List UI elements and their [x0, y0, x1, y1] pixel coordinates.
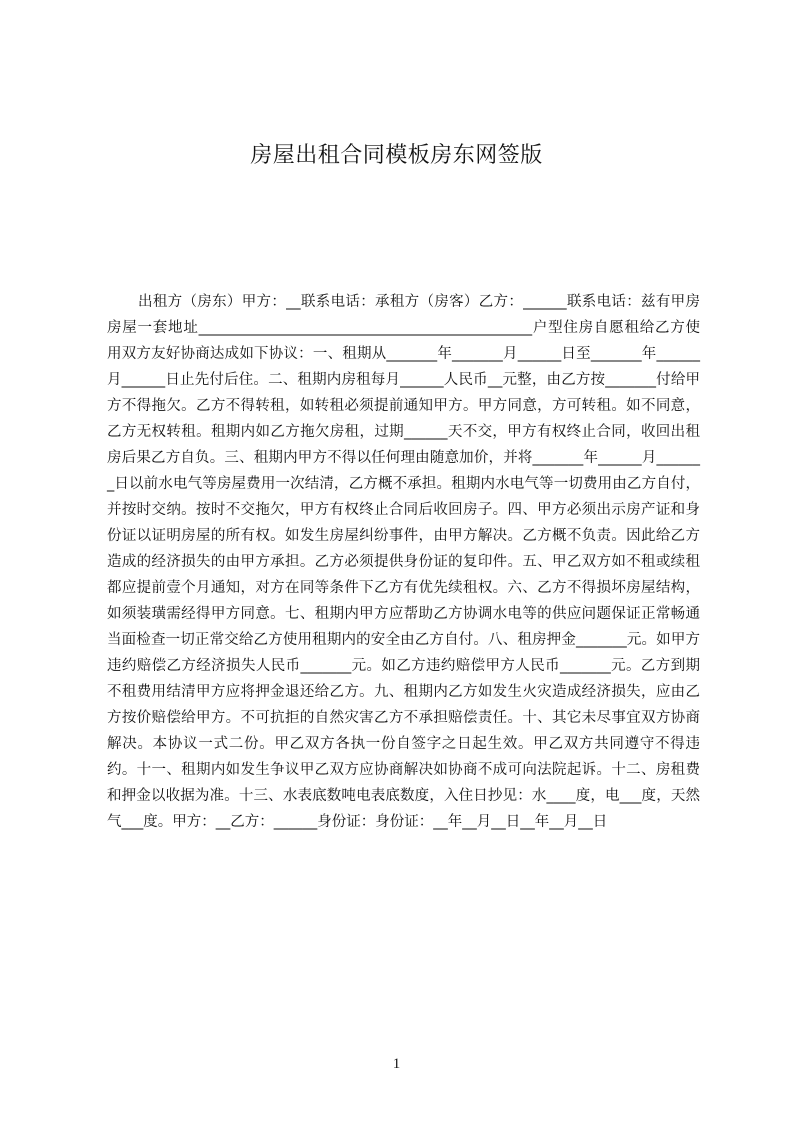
document-title: 房屋出租合同模板房东网签版 [250, 143, 543, 168]
page-number: 1 [392, 1056, 401, 1072]
contract-body: 出租方（房东）甲方：__联系电话：承租方（房客）乙方：______联系电话：兹有甲房房屋一套地址______________________________________________户型住房自愿租给乙方使用双方友好协商达成如下协议：一、租期从_______年_______月______日至_______年______月______日止先付后住。二、租期内房租每月______人民币__元整，由乙方按_______付给甲方不得拖欠。乙方不得转租，如转租必须提前通知甲方。甲方同意，方可转租。如不同意，乙方无权转租。租期内如乙方拖欠房租，过期______天不交，甲方有权终止合同，收回出租房后果乙方自负。三、租期内甲方不得以任何理由随意加价，并将_______年______月_______日以前水电气等房屋费用一次结清，乙方概不承担。租期内水电气等一切费用由乙方自付，并按时交纳。按时不交拖欠，甲方有权终止合同后收回房子。四、甲方必须出示房产证和身份证以证明房屋的所有权。如发生房屋纠纷事件，由甲方解决。乙方概不负责。因此给乙方造成的经济损失的由甲方承担。乙方必须提供身份证的复印件。五、甲乙双方如不租或续租都应提前壹个月通知，对方在同等条件下乙方有优先续租权。六、乙方不得损坏房屋结构，如须装璜需经得甲方同意。七、租期内甲方应帮助乙方协调水电等的供应问题保证正常畅通当面检查一切正常交给乙方使用租期内的安全由乙方自付。八、租房押金_______元。如甲方违约赔偿乙方经济损失人民币_______元。如乙方违约赔偿甲方人民币_______元。乙方到期不租费用结清甲方应将押金退还给乙方。九、租期内乙方如发生火灾造成经济损失，应由乙方按价赔偿给甲方。不可抗拒的自然灾害乙方不承担赔偿责任。十、其它未尽事宜双方协商解决。本协议一式二份。甲乙双方各执一份自签字之日起生效。甲乙双方共同遵守不得违约。十一、租期内如发生争议甲乙双方应协商解决如协商不成可向法院起诉。十二、房租费和押金以收据为准。十三、水表底数吨电表底数度，入住日抄见：水____度，电___度，天然气___度。甲方：__乙方：______身份证：身份证：__年__月__日__年__月__日 [107, 294, 700, 830]
